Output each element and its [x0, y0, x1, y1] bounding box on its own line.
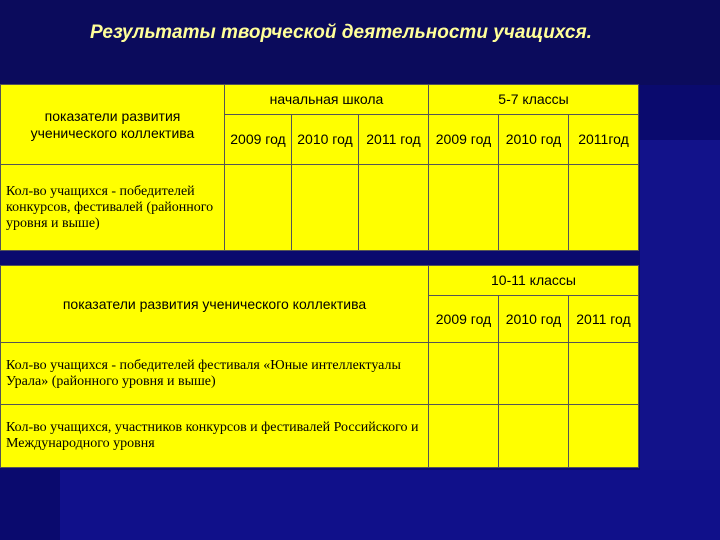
row-label-international-participants: Кол-во учащихся, участников конкурсов и фестивалей Российского и Международного уровня [1, 405, 429, 468]
year-header: 2009 год [429, 296, 499, 343]
year-header: 2009 год [429, 115, 499, 165]
table-cell [569, 343, 639, 405]
table-cell [292, 165, 359, 251]
background-block-bottom [60, 470, 720, 540]
group-header-grades-10-11: 10-11 классы [429, 266, 639, 296]
year-header: 2010 год [292, 115, 359, 165]
table-cell [569, 165, 639, 251]
row-header-cell: показатели развития ученического коллектива [1, 85, 225, 165]
results-table-grades-10-11 [0, 265, 639, 468]
table-cell [429, 405, 499, 468]
year-header: 2011год [569, 115, 639, 165]
row-label-winners: Кол-во учащихся - победителей конкурсов, фестивалей (районного уровня и выше) [1, 165, 225, 251]
year-header: 2009 год [225, 115, 292, 165]
table-cell [225, 165, 292, 251]
row-header-cell: показатели развития ученического коллектива [1, 266, 429, 343]
table-cell [499, 343, 569, 405]
page-title: Результаты творческой деятельности учащихся. [90, 22, 592, 43]
year-header: 2010 год [499, 296, 569, 343]
year-header: 2011 год [569, 296, 639, 343]
group-header-primary-school: начальная школа [225, 85, 429, 115]
table-cell [569, 405, 639, 468]
group-header-grades-5-7: 5-7 классы [429, 85, 639, 115]
row-label-festival-winners: Кол-во учащихся - победителей фестиваля «Юные интеллектуалы Урала» (районного уровня и выше) [1, 343, 429, 405]
year-header: 2011 год [359, 115, 429, 165]
table-cell [359, 165, 429, 251]
table-cell [429, 165, 499, 251]
results-table-primary-middle [0, 84, 639, 251]
year-header: 2010 год [499, 115, 569, 165]
table-cell [429, 343, 499, 405]
table-cell [499, 405, 569, 468]
table-cell [499, 165, 569, 251]
